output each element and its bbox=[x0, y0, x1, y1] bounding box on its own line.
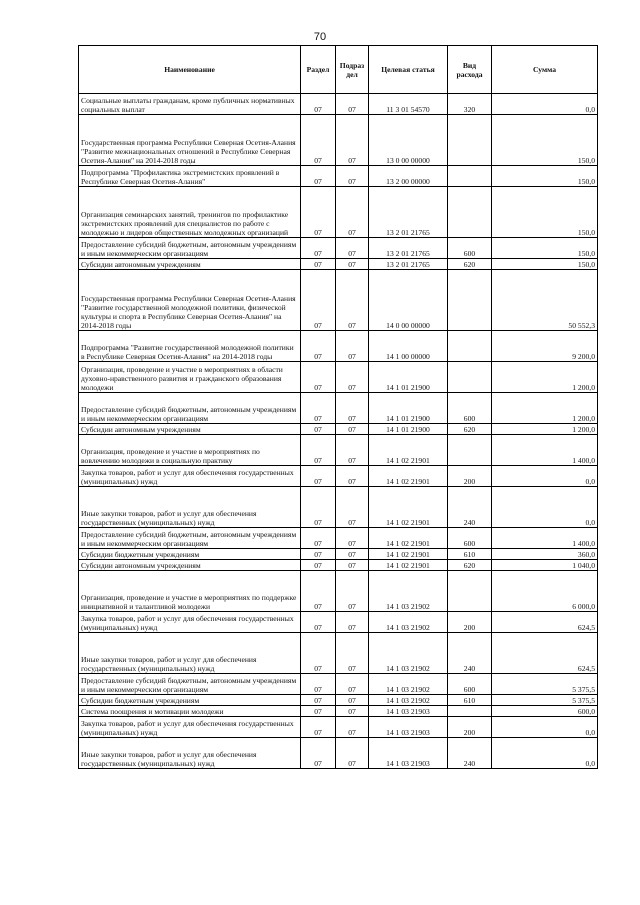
cell-name: Организация семинарских занятий, тренингов по профилактике экстремистских проявлений для специалистов по работе с молодежью и лидеров общественных молодежных организаций bbox=[79, 187, 301, 238]
cell-sum: 0,0 bbox=[492, 738, 598, 769]
cell-podrazdel: 07 bbox=[336, 560, 369, 571]
cell-target: 13 2 00 00000 bbox=[369, 166, 448, 187]
cell-razdel: 07 bbox=[301, 706, 336, 717]
cell-name: Подпрограмма "Развитие государственной молодежной политики в Республике Северная Осетия-Алания" на 2014-2018 годы bbox=[79, 331, 301, 362]
cell-sum: 6 000,0 bbox=[492, 571, 598, 612]
cell-name: Подпрограмма "Профилактика экстремистских проявлений в Республике Северная Осетия-Алания" bbox=[79, 166, 301, 187]
cell-podrazdel: 07 bbox=[336, 238, 369, 259]
cell-podrazdel: 07 bbox=[336, 331, 369, 362]
cell-name: Предоставление субсидий бюджетным, автономным учреждениям и иным некоммерческим организациям bbox=[79, 528, 301, 549]
cell-vid bbox=[448, 571, 492, 612]
cell-vid: 240 bbox=[448, 738, 492, 769]
cell-sum: 150,0 bbox=[492, 115, 598, 166]
cell-sum: 600,0 bbox=[492, 706, 598, 717]
cell-podrazdel: 07 bbox=[336, 393, 369, 424]
cell-vid: 600 bbox=[448, 528, 492, 549]
cell-sum: 1 200,0 bbox=[492, 393, 598, 424]
cell-podrazdel: 07 bbox=[336, 738, 369, 769]
cell-razdel: 07 bbox=[301, 549, 336, 560]
cell-target: 13 2 01 21765 bbox=[369, 187, 448, 238]
cell-sum: 150,0 bbox=[492, 259, 598, 270]
cell-name: Организация, проведение и участие в мероприятиях в области духовно-нравственного развития и гражданского образования молодежи bbox=[79, 362, 301, 393]
cell-name: Организация, проведение и участие в мероприятиях по вовлечению молодежи в социальную практику bbox=[79, 435, 301, 466]
cell-name: Субсидии автономным учреждениям bbox=[79, 259, 301, 270]
cell-razdel: 07 bbox=[301, 435, 336, 466]
cell-razdel: 07 bbox=[301, 94, 336, 115]
cell-razdel: 07 bbox=[301, 187, 336, 238]
cell-razdel: 07 bbox=[301, 259, 336, 270]
cell-sum: 0,0 bbox=[492, 717, 598, 738]
cell-vid: 620 bbox=[448, 560, 492, 571]
table-row bbox=[79, 435, 598, 466]
cell-name: Субсидии бюджетным учреждениям bbox=[79, 695, 301, 706]
cell-vid bbox=[448, 187, 492, 238]
table-row bbox=[79, 487, 598, 528]
cell-sum: 5 375,5 bbox=[492, 674, 598, 695]
cell-target: 14 1 03 21902 bbox=[369, 695, 448, 706]
cell-target: 14 1 00 00000 bbox=[369, 331, 448, 362]
cell-razdel: 07 bbox=[301, 695, 336, 706]
cell-target: 13 2 01 21765 bbox=[369, 238, 448, 259]
cell-sum: 0,0 bbox=[492, 94, 598, 115]
cell-podrazdel: 07 bbox=[336, 612, 369, 633]
table-row bbox=[79, 238, 598, 259]
budget-table bbox=[78, 45, 598, 769]
cell-razdel: 07 bbox=[301, 560, 336, 571]
cell-podrazdel: 07 bbox=[336, 94, 369, 115]
cell-name: Организация, проведение и участие в мероприятиях по поддержке инициативной и талантливой молодежи bbox=[79, 571, 301, 612]
cell-name: Социальные выплаты гражданам, кроме публичных нормативных социальных выплат bbox=[79, 94, 301, 115]
cell-sum: 624,5 bbox=[492, 633, 598, 674]
cell-target: 14 1 02 21901 bbox=[369, 487, 448, 528]
table-row bbox=[79, 674, 598, 695]
cell-target: 13 0 00 00000 bbox=[369, 115, 448, 166]
cell-name: Иные закупки товаров, работ и услуг для обеспечения государственных (муниципальных) нужд bbox=[79, 633, 301, 674]
cell-target: 14 1 02 21901 bbox=[369, 549, 448, 560]
cell-razdel: 07 bbox=[301, 331, 336, 362]
cell-target: 14 1 03 21902 bbox=[369, 633, 448, 674]
cell-sum: 0,0 bbox=[492, 466, 598, 487]
cell-name: Закупка товаров, работ и услуг для обеспечения государственных (муниципальных) нужд bbox=[79, 466, 301, 487]
header-vid: Вид расхода bbox=[448, 46, 492, 94]
cell-sum: 1 200,0 bbox=[492, 424, 598, 435]
table-row bbox=[79, 571, 598, 612]
cell-podrazdel: 07 bbox=[336, 695, 369, 706]
cell-razdel: 07 bbox=[301, 270, 336, 331]
cell-podrazdel: 07 bbox=[336, 717, 369, 738]
table-row bbox=[79, 259, 598, 270]
cell-target: 11 3 01 54570 bbox=[369, 94, 448, 115]
cell-vid: 610 bbox=[448, 695, 492, 706]
cell-vid: 200 bbox=[448, 717, 492, 738]
cell-sum: 150,0 bbox=[492, 166, 598, 187]
cell-name: Субсидии автономным учреждениям bbox=[79, 424, 301, 435]
cell-razdel: 07 bbox=[301, 362, 336, 393]
cell-target: 14 1 02 21901 bbox=[369, 466, 448, 487]
cell-vid: 600 bbox=[448, 238, 492, 259]
cell-target: 14 1 02 21901 bbox=[369, 528, 448, 549]
cell-vid bbox=[448, 706, 492, 717]
cell-vid: 200 bbox=[448, 612, 492, 633]
cell-target: 14 1 02 21901 bbox=[369, 435, 448, 466]
table-body bbox=[79, 94, 598, 769]
cell-podrazdel: 07 bbox=[336, 549, 369, 560]
table-header-row bbox=[79, 46, 598, 94]
cell-podrazdel: 07 bbox=[336, 487, 369, 528]
cell-vid: 600 bbox=[448, 393, 492, 424]
cell-target: 14 1 03 21902 bbox=[369, 674, 448, 695]
cell-razdel: 07 bbox=[301, 674, 336, 695]
table-row bbox=[79, 738, 598, 769]
cell-name: Система поощрения и мотивации молодежи bbox=[79, 706, 301, 717]
cell-razdel: 07 bbox=[301, 115, 336, 166]
cell-vid: 320 bbox=[448, 94, 492, 115]
table-row bbox=[79, 166, 598, 187]
cell-vid bbox=[448, 270, 492, 331]
cell-target: 14 1 03 21903 bbox=[369, 706, 448, 717]
cell-podrazdel: 07 bbox=[336, 166, 369, 187]
cell-podrazdel: 07 bbox=[336, 571, 369, 612]
cell-sum: 360,0 bbox=[492, 549, 598, 560]
cell-vid bbox=[448, 435, 492, 466]
cell-razdel: 07 bbox=[301, 466, 336, 487]
cell-razdel: 07 bbox=[301, 238, 336, 259]
cell-razdel: 07 bbox=[301, 393, 336, 424]
table-row bbox=[79, 187, 598, 238]
header-target: Целевая статья bbox=[369, 46, 448, 94]
cell-podrazdel: 07 bbox=[336, 362, 369, 393]
cell-name: Иные закупки товаров, работ и услуг для обеспечения государственных (муниципальных) нужд bbox=[79, 487, 301, 528]
cell-vid: 620 bbox=[448, 259, 492, 270]
cell-sum: 9 200,0 bbox=[492, 331, 598, 362]
cell-razdel: 07 bbox=[301, 738, 336, 769]
cell-target: 14 1 01 21900 bbox=[369, 393, 448, 424]
cell-podrazdel: 07 bbox=[336, 528, 369, 549]
table-row bbox=[79, 612, 598, 633]
cell-razdel: 07 bbox=[301, 487, 336, 528]
cell-podrazdel: 07 bbox=[336, 424, 369, 435]
cell-razdel: 07 bbox=[301, 633, 336, 674]
cell-target: 14 1 03 21902 bbox=[369, 612, 448, 633]
cell-name: Предоставление субсидий бюджетным, автономным учреждениям и иным некоммерческим организациям bbox=[79, 674, 301, 695]
cell-podrazdel: 07 bbox=[336, 435, 369, 466]
table-row bbox=[79, 424, 598, 435]
cell-sum: 1 400,0 bbox=[492, 528, 598, 549]
cell-name: Государственная программа Республики Северная Осетия-Алания "Развитие государственной молодежной политики, физической культуры и спорта в Республике Северная Осетия-Алания" на 2014-2018 годы bbox=[79, 270, 301, 331]
table-row bbox=[79, 94, 598, 115]
table-row bbox=[79, 466, 598, 487]
table-row bbox=[79, 115, 598, 166]
cell-razdel: 07 bbox=[301, 528, 336, 549]
header-name: Наименование bbox=[79, 46, 301, 94]
cell-vid bbox=[448, 166, 492, 187]
cell-sum: 1 200,0 bbox=[492, 362, 598, 393]
cell-vid: 240 bbox=[448, 487, 492, 528]
cell-podrazdel: 07 bbox=[336, 270, 369, 331]
cell-vid: 610 bbox=[448, 549, 492, 560]
cell-target: 14 1 01 21900 bbox=[369, 362, 448, 393]
cell-sum: 150,0 bbox=[492, 187, 598, 238]
cell-vid: 620 bbox=[448, 424, 492, 435]
cell-podrazdel: 07 bbox=[336, 674, 369, 695]
cell-vid bbox=[448, 115, 492, 166]
cell-target: 14 1 01 21900 bbox=[369, 424, 448, 435]
table-row bbox=[79, 717, 598, 738]
table-row bbox=[79, 633, 598, 674]
table-row bbox=[79, 331, 598, 362]
table-row bbox=[79, 362, 598, 393]
cell-razdel: 07 bbox=[301, 612, 336, 633]
header-sum: Сумма bbox=[492, 46, 598, 94]
header-podrazdel: Подраз дел bbox=[336, 46, 369, 94]
cell-target: 14 1 03 21902 bbox=[369, 571, 448, 612]
cell-sum: 624,5 bbox=[492, 612, 598, 633]
cell-vid: 600 bbox=[448, 674, 492, 695]
header-razdel: Раздел bbox=[301, 46, 336, 94]
cell-podrazdel: 07 bbox=[336, 633, 369, 674]
cell-name: Субсидии автономным учреждениям bbox=[79, 560, 301, 571]
table-row bbox=[79, 549, 598, 560]
cell-name: Предоставление субсидий бюджетным, автономным учреждениям и иным некоммерческим организациям bbox=[79, 393, 301, 424]
cell-vid: 200 bbox=[448, 466, 492, 487]
cell-podrazdel: 07 bbox=[336, 466, 369, 487]
cell-sum: 50 552,3 bbox=[492, 270, 598, 331]
cell-vid bbox=[448, 331, 492, 362]
table-row bbox=[79, 393, 598, 424]
cell-name: Иные закупки товаров, работ и услуг для обеспечения государственных (муниципальных) нужд bbox=[79, 738, 301, 769]
cell-sum: 5 375,5 bbox=[492, 695, 598, 706]
cell-podrazdel: 07 bbox=[336, 706, 369, 717]
table-row bbox=[79, 270, 598, 331]
cell-name: Закупка товаров, работ и услуг для обеспечения государственных (муниципальных) нужд bbox=[79, 612, 301, 633]
cell-name: Закупка товаров, работ и услуг для обеспечения государственных (муниципальных) нужд bbox=[79, 717, 301, 738]
cell-target: 14 0 00 00000 bbox=[369, 270, 448, 331]
cell-razdel: 07 bbox=[301, 166, 336, 187]
cell-target: 14 1 02 21901 bbox=[369, 560, 448, 571]
cell-razdel: 07 bbox=[301, 571, 336, 612]
cell-razdel: 07 bbox=[301, 717, 336, 738]
cell-sum: 0,0 bbox=[492, 487, 598, 528]
cell-target: 14 1 03 21903 bbox=[369, 717, 448, 738]
cell-sum: 1 040,0 bbox=[492, 560, 598, 571]
page-number: 70 bbox=[313, 31, 327, 43]
cell-target: 13 2 01 21765 bbox=[369, 259, 448, 270]
cell-podrazdel: 07 bbox=[336, 115, 369, 166]
cell-podrazdel: 07 bbox=[336, 187, 369, 238]
cell-name: Предоставление субсидий бюджетным, автономным учреждениям и иным некоммерческим организациям bbox=[79, 238, 301, 259]
cell-sum: 150,0 bbox=[492, 238, 598, 259]
table-row bbox=[79, 706, 598, 717]
table-row bbox=[79, 528, 598, 549]
cell-sum: 1 400,0 bbox=[492, 435, 598, 466]
cell-vid bbox=[448, 362, 492, 393]
cell-name: Государственная программа Республики Северная Осетия-Алания "Развитие межнациональных отношений в Республике Северная Осетия-Алания" на 2014-2018 годы bbox=[79, 115, 301, 166]
cell-vid: 240 bbox=[448, 633, 492, 674]
cell-target: 14 1 03 21903 bbox=[369, 738, 448, 769]
cell-razdel: 07 bbox=[301, 424, 336, 435]
cell-name: Субсидии бюджетным учреждениям bbox=[79, 549, 301, 560]
table-row bbox=[79, 695, 598, 706]
cell-podrazdel: 07 bbox=[336, 259, 369, 270]
table-row bbox=[79, 560, 598, 571]
